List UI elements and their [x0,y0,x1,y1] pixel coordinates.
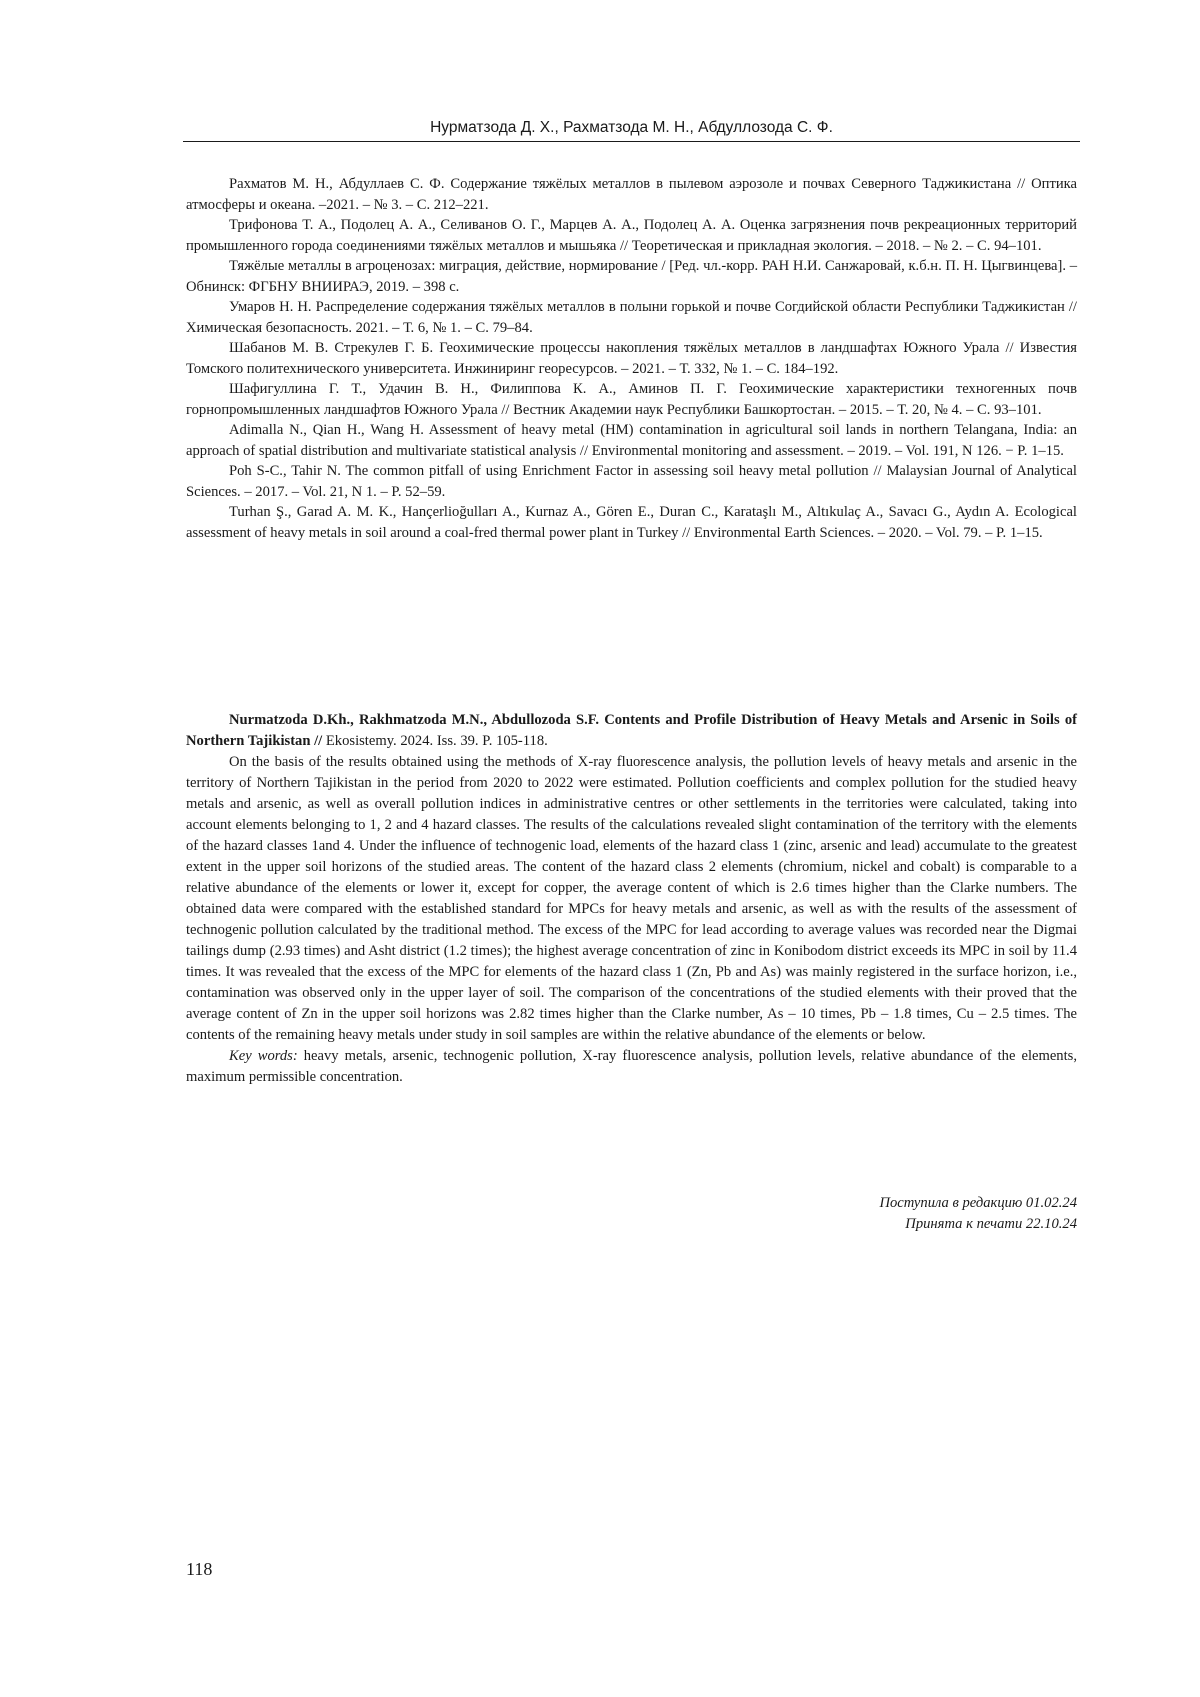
abstract-citation [186,710,1077,752]
header-rule [183,141,1080,142]
reference-item: Тяжёлые металлы в агроценозах: миграция, действие, нормирование / [Ред. чл.-корр. РАН Н.И. Санжаровай, к.б.н. П. Н. Цыгвинцева]. – Обнинск: ФГБНУ ВНИИРАЭ, 2019. – 398 с. [186,258,1077,295]
submission-dates [879,1193,1077,1235]
reference-list [186,174,1077,543]
reference-item: Шафигуллина Г. Т., Удачин В. Н., Филиппова К. А., Аминов П. Г. Геохимические характеристики техногенных почв горнопромышленных ландшафтов Южного Урала // Вестник Академии наук Республики Башкортостан. – 2015. – Т. 20, № 4. – С. 93–101. [186,381,1077,418]
running-head-authors: Нурматзода Д. Х., Рахматзода М. Н., Абдуллозода С. Ф. [430,119,833,136]
reference-item: Рахматов М. Н., Абдуллаев С. Ф. Содержание тяжёлых металлов в пылевом аэрозоле и почвах Северного Таджикистана // Оптика атмосферы и океана. –2021. – № 3. – С. 212–221. [186,176,1077,213]
abstract-keywords [186,1046,1077,1088]
reference-item: Шабанов М. В. Стрекулев Г. Б. Геохимические процессы накопления тяжёлых металлов в ландшафтах Южного Урала // Известия Томского политехнического университета. Инжиниринг георесурсов. – 2021. – Т. 332, № 1. – С. 184–192. [186,340,1077,377]
abstract-body: On the basis of the results obtained using the methods of X-ray fluorescence analysis, the pollution levels of heavy metals and arsenic in the territory of Northern Tajikistan in the period from 2020 to 2022 were estimated. Pollution coefficients and complex pollution for the studied heavy metals and arsenic, as well as overall pollution indices in administrative centres or other settlements in the territories were calculated, taking into account elements belonging to 1, 2 and 4 hazard classes. The results of the calculations revealed slight contamination of the territory with the elements of the hazard classes 1and 4. Under the influence of technogenic load, elements of the hazard class 1 (zinc, arsenic and lead) accumulate to the greatest extent in the upper soil horizons of the studied areas. The content of the hazard class 2 elements (chromium, nickel and cobalt) is comparable to a relative abundance of the elements or lower it, except for copper, the average content of which is 2.6 times higher than the Clarke numbers. The obtained data were compared with the established standard for MPCs for heavy metals and arsenic, as well as with the results of the assessment of technogenic pollution calculated by the traditional method. The excess of the MPC for lead according to average values was recorded near the Digmai tailings dump (2.93 times) and Asht district (1.2 times); the highest average concentration of zinc in Konibodom district exceeds its MPC in soil by 11.4 times. It was revealed that the excess of the MPC for elements of the hazard class 1 (Zn, Pb and As) was mainly registered in the surface horizon, i.e., contamination was observed only in the upper layer of soil. The comparison of the concentrations of the studied elements with their proved that the average content of Zn in the upper soil horizons was 2.82 times higher than the Clarke number, As – 10 times, Pb – 1.8 times, Cu – 2.5 times. The contents of the remaining heavy metals under study in soil samples are within the relative abundance of the elements or below. [186,754,1077,1043]
received-date: Поступила в редакцию 01.02.24 [879,1195,1077,1211]
accepted-date: Принята к печати 22.10.24 [905,1216,1077,1232]
abstract-citation-source: Ekosistemy. 2024. Iss. 39. P. 105-118. [322,733,548,749]
page-number: 118 [186,1559,213,1579]
english-abstract [186,710,1077,1088]
reference-item: Умаров Н. Н. Распределение содержания тяжёлых металлов в полыни горькой и почве Согдийской области Республики Таджикистан // Химическая безопасность. 2021. – Т. 6, № 1. – С. 79–84. [186,299,1077,336]
reference-item: Adimalla N., Qian H., Wang H. Assessment of heavy metal (HM) contamination in agricultural soil lands in northern Telangana, India: an approach of spatial distribution and multivariate statistical analysis // Environmental monitoring and assessment. – 2019. – Vol. 191, N 126. − P. 1–15. [186,422,1077,459]
keywords-list: heavy metals, arsenic, technogenic pollution, X-ray fluorescence analysis, pollution levels, relative abundance of the elements, maximum permissible concentration. [186,1048,1077,1085]
keywords-label: Key words: [229,1048,298,1064]
reference-item: Poh S-C., Tahir N. The common pitfall of using Enrichment Factor in assessing soil heavy metal pollution // Malaysian Journal of Analytical Sciences. – 2017. – Vol. 21, N 1. – P. 52–59. [186,463,1077,500]
reference-item: Трифонова Т. А., Подолец А. А., Селиванов О. Г., Марцев А. А., Подолец А. А. Оценка загрязнения почв рекреационных территорий промышленного города соединениями тяжёлых металлов и мышьяка // Теоретическая и прикладная экология. – 2018. – № 2. – С. 94–101. [186,217,1077,254]
abstract-citation-title: Nurmatzoda D.Kh., Rakhmatzoda M.N., Abdullozoda S.F. Contents and Profile Distribution of Heavy Metals and Arsenic in Soils of Northern Tajikistan // [186,712,1077,749]
reference-item: Turhan Ş., Garad A. M. K., Hançerlioğulları A., Kurnaz A., Gören E., Duran C., Karataşlı M., Altıkulaç A., Savacı G., Aydın A. Ecological assessment of heavy metals in soil around a coal-fred thermal power plant in Turkey // Environmental Earth Sciences. – 2020. – Vol. 79. – P. 1–15. [186,504,1077,541]
